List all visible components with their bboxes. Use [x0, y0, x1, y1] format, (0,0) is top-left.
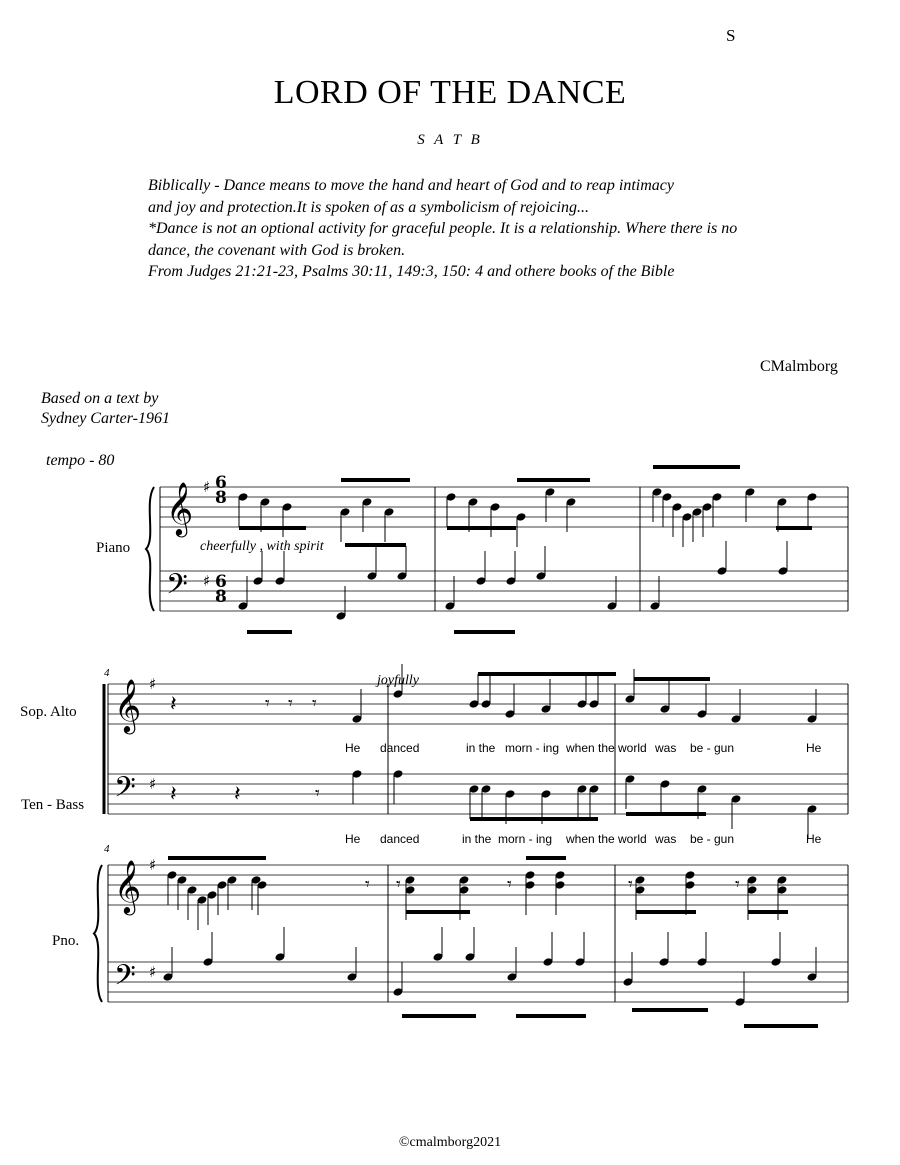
svg-text:6: 6 — [215, 572, 227, 592]
voicing: S A T B — [417, 132, 483, 148]
eighth-rest-icon: 𝄾 — [265, 693, 270, 714]
corner-mark: S — [726, 26, 736, 45]
treble-clef-icon: 𝄞 — [114, 678, 142, 732]
eighth-rest-icon: 𝄾 — [628, 874, 633, 895]
note-line: *Dance is not an optional activity for graceful people. It is a relationship. Where there is no — [148, 220, 738, 237]
lyric: morn - ing — [505, 741, 560, 755]
measure-number: 4 — [104, 667, 110, 679]
tempo-marking: tempo - 80 — [46, 452, 115, 469]
note-line: From Judges 21:21-23, Psalms 30:11, 149:3, 150: 4 and othere books of the Bible — [148, 263, 675, 280]
lyric: danced — [380, 832, 420, 846]
quarter-rest-icon: 𝄽 — [170, 782, 177, 807]
credit-line: Sydney Carter-1961 — [41, 410, 170, 427]
eighth-rest-icon: 𝄾 — [315, 783, 320, 804]
lyric: in the — [462, 832, 492, 846]
eighth-rest-icon: 𝄾 — [365, 874, 370, 895]
sharp-icon: ♯ — [149, 775, 157, 793]
staff-label-sop-alto: Sop. Alto — [20, 704, 77, 720]
measure-number: 4 — [104, 843, 110, 855]
page-title: LORD OF THE DANCE — [273, 74, 627, 111]
bass-clef-icon: 𝄢 — [114, 771, 136, 811]
brace — [146, 487, 154, 611]
lyric: was — [655, 832, 677, 846]
sharp-icon: ♯ — [203, 572, 211, 590]
eighth-rest-icon: 𝄾 — [396, 874, 401, 895]
lyrics-sop-alto — [345, 741, 822, 755]
sharp-icon: ♯ — [149, 856, 157, 874]
bass-clef-icon: 𝄢 — [166, 568, 188, 608]
svg-text:6: 6 — [215, 473, 227, 493]
sharp-icon: ♯ — [149, 963, 157, 981]
lyric: He — [345, 741, 361, 755]
footer-copyright: ©cmalmborg2021 — [398, 1135, 502, 1150]
sharp-icon: ♯ — [149, 675, 157, 693]
credit-line: Based on a text by — [41, 390, 159, 407]
eighth-rest-icon: 𝄾 — [288, 693, 293, 714]
expression-joyfully: joyfully — [377, 673, 419, 688]
composer: CMalmborg — [760, 358, 838, 375]
svg-text:8: 8 — [215, 488, 227, 508]
eighth-rest-icon: 𝄾 — [735, 874, 740, 895]
staff-label-piano: Pno. — [52, 933, 80, 949]
lyric: He — [806, 832, 822, 846]
lyric: in the — [466, 741, 496, 755]
lyric: be - gun — [690, 832, 735, 846]
lyric: danced — [380, 741, 420, 755]
eighth-rest-icon: 𝄾 — [507, 874, 512, 895]
lyric: He — [345, 832, 361, 846]
staff-label-ten-bass: Ten - Bass — [21, 797, 85, 813]
brace — [94, 865, 102, 1002]
lyric: when the — [566, 832, 615, 846]
quarter-rest-icon: 𝄽 — [170, 692, 177, 717]
lyric: world — [618, 741, 647, 755]
lyric: be - gun — [690, 741, 735, 755]
treble-clef-icon: 𝄞 — [166, 481, 194, 535]
note-line: dance, the covenant with God is broken. — [148, 241, 406, 259]
sharp-icon: ♯ — [203, 478, 211, 496]
svg-text:8: 8 — [215, 587, 227, 607]
lyric: world — [618, 832, 647, 846]
lyrics-ten-bass — [345, 832, 822, 846]
lyric: He — [806, 741, 822, 755]
instrument-label-piano: Piano — [96, 540, 131, 556]
bass-clef-icon: 𝄢 — [114, 959, 136, 999]
expression-cheerfully: cheerfully , with spirit — [200, 539, 324, 554]
lyric: was — [655, 741, 677, 755]
eighth-rest-icon: 𝄾 — [312, 693, 317, 714]
lyric: when the — [566, 741, 615, 755]
treble-clef-icon: 𝄞 — [114, 859, 142, 913]
lyric: morn - ing — [498, 832, 553, 846]
quarter-rest-icon: 𝄽 — [234, 782, 241, 807]
note-line: and joy and protection.It is spoken of as a symbolicism of rejoicing... — [148, 198, 589, 216]
note-line: Biblically - Dance means to move the hand and heart of God and to reap intimacy — [148, 177, 674, 194]
